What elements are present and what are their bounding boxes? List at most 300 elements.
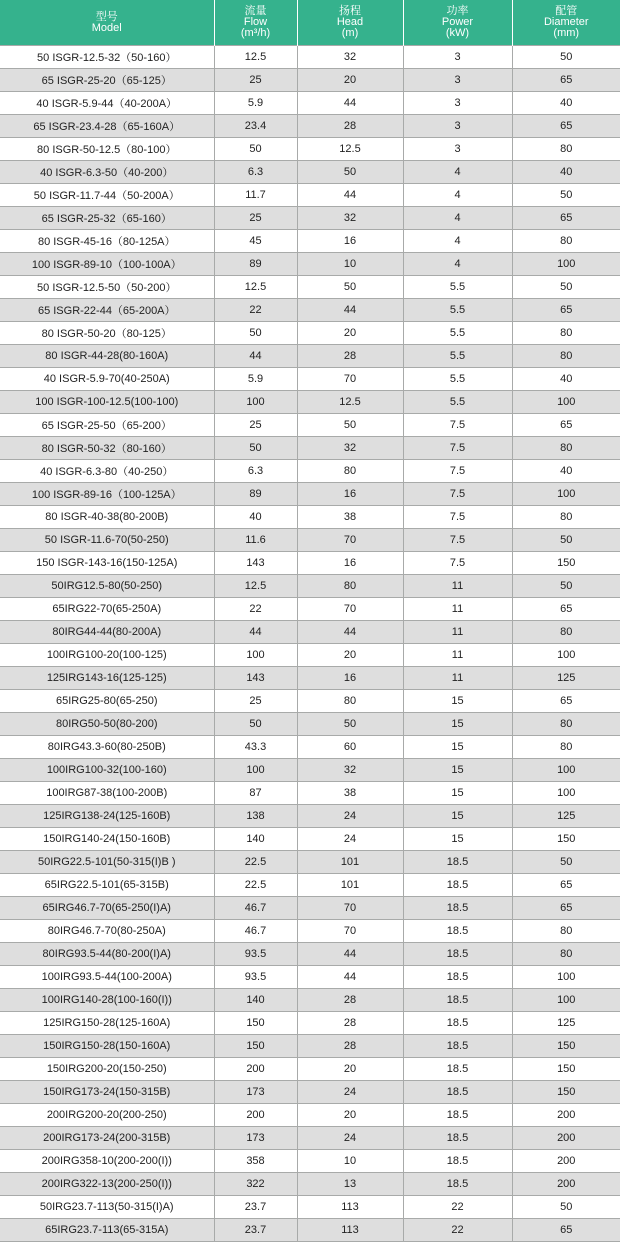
power-cell: 7.5 [403, 437, 512, 460]
model-cell: 100 ISGR-100-12.5(100-100) [0, 391, 214, 414]
model-cell: 65 ISGR-25-20（65-125） [0, 69, 214, 92]
head-cell: 20 [297, 322, 403, 345]
diameter-cell: 125 [512, 667, 620, 690]
diameter-cell: 150 [512, 1081, 620, 1104]
power-cell: 4 [403, 161, 512, 184]
flow-cell: 22 [214, 598, 297, 621]
flow-cell: 150 [214, 1012, 297, 1035]
header-diameter-unit: (mm) [553, 27, 580, 39]
model-cell: 150IRG140-24(150-160B) [0, 828, 214, 851]
flow-cell: 25 [214, 690, 297, 713]
power-cell: 7.5 [403, 414, 512, 437]
head-cell: 50 [297, 161, 403, 184]
power-cell: 7.5 [403, 483, 512, 506]
power-cell: 18.5 [403, 1127, 512, 1150]
diameter-cell: 200 [512, 1173, 620, 1196]
flow-cell: 25 [214, 414, 297, 437]
flow-cell: 50 [214, 138, 297, 161]
head-cell: 44 [297, 943, 403, 966]
flow-cell: 25 [214, 69, 297, 92]
table-row [0, 1104, 620, 1127]
head-cell: 28 [297, 1035, 403, 1058]
flow-cell: 12.5 [214, 276, 297, 299]
model-cell: 80 ISGR-50-12.5（80-100） [0, 138, 214, 161]
flow-cell: 23.7 [214, 1196, 297, 1219]
power-cell: 18.5 [403, 966, 512, 989]
power-cell: 18.5 [403, 1173, 512, 1196]
header-row [0, 0, 620, 46]
head-cell: 28 [297, 989, 403, 1012]
flow-cell: 12.5 [214, 46, 297, 69]
header-power-cn: 功率 [446, 5, 469, 17]
model-cell: 100IRG93.5-44(100-200A) [0, 966, 214, 989]
head-cell: 38 [297, 782, 403, 805]
diameter-cell: 100 [512, 966, 620, 989]
diameter-cell: 100 [512, 253, 620, 276]
flow-cell: 50 [214, 437, 297, 460]
power-cell: 5.5 [403, 391, 512, 414]
flow-cell: 22.5 [214, 851, 297, 874]
diameter-cell: 65 [512, 897, 620, 920]
power-cell: 18.5 [403, 989, 512, 1012]
table-body [0, 46, 620, 1242]
flow-cell: 50 [214, 322, 297, 345]
diameter-cell: 40 [512, 92, 620, 115]
head-cell: 20 [297, 644, 403, 667]
table-row [0, 1058, 620, 1081]
model-cell: 50IRG22.5-101(50-315(I)B ) [0, 851, 214, 874]
head-cell: 50 [297, 713, 403, 736]
diameter-cell: 65 [512, 414, 620, 437]
diameter-cell: 80 [512, 943, 620, 966]
model-cell: 80 ISGR-44-28(80-160A) [0, 345, 214, 368]
power-cell: 15 [403, 690, 512, 713]
head-cell: 24 [297, 1081, 403, 1104]
diameter-cell: 100 [512, 644, 620, 667]
table-row [0, 1150, 620, 1173]
flow-cell: 40 [214, 506, 297, 529]
model-cell: 65IRG46.7-70(65-250(I)A) [0, 897, 214, 920]
diameter-cell: 100 [512, 391, 620, 414]
header-head-cn: 扬程 [339, 5, 361, 17]
head-cell: 101 [297, 874, 403, 897]
power-cell: 3 [403, 69, 512, 92]
model-cell: 150 ISGR-143-16(150-125A) [0, 552, 214, 575]
header-power [403, 0, 512, 46]
model-cell: 50IRG12.5-80(50-250) [0, 575, 214, 598]
model-cell: 80 ISGR-45-16（80-125A） [0, 230, 214, 253]
flow-cell: 12.5 [214, 575, 297, 598]
table-header [0, 0, 620, 46]
diameter-cell: 80 [512, 437, 620, 460]
head-cell: 50 [297, 414, 403, 437]
power-cell: 11 [403, 598, 512, 621]
head-cell: 60 [297, 736, 403, 759]
flow-cell: 46.7 [214, 920, 297, 943]
table-row [0, 805, 620, 828]
head-cell: 44 [297, 299, 403, 322]
flow-cell: 22.5 [214, 874, 297, 897]
flow-cell: 93.5 [214, 966, 297, 989]
table-row [0, 69, 620, 92]
table-row [0, 299, 620, 322]
power-cell: 18.5 [403, 1035, 512, 1058]
model-cell: 100 ISGR-89-16（100-125A） [0, 483, 214, 506]
diameter-cell: 65 [512, 299, 620, 322]
table-row [0, 667, 620, 690]
table-row [0, 1081, 620, 1104]
power-cell: 18.5 [403, 897, 512, 920]
diameter-cell: 80 [512, 322, 620, 345]
table-row [0, 506, 620, 529]
model-cell: 200IRG322-13(200-250(I)) [0, 1173, 214, 1196]
flow-cell: 23.7 [214, 1219, 297, 1242]
table-row [0, 483, 620, 506]
power-cell: 7.5 [403, 529, 512, 552]
model-cell: 50 ISGR-11.6-70(50-250) [0, 529, 214, 552]
flow-cell: 46.7 [214, 897, 297, 920]
head-cell: 80 [297, 690, 403, 713]
flow-cell: 87 [214, 782, 297, 805]
table-row [0, 414, 620, 437]
flow-cell: 11.7 [214, 184, 297, 207]
flow-cell: 11.6 [214, 529, 297, 552]
table-row [0, 782, 620, 805]
head-cell: 70 [297, 529, 403, 552]
table-row [0, 644, 620, 667]
table-row [0, 575, 620, 598]
diameter-cell: 50 [512, 46, 620, 69]
power-cell: 5.5 [403, 276, 512, 299]
head-cell: 44 [297, 92, 403, 115]
flow-cell: 100 [214, 391, 297, 414]
diameter-cell: 65 [512, 69, 620, 92]
head-cell: 24 [297, 805, 403, 828]
table-row [0, 184, 620, 207]
diameter-cell: 80 [512, 345, 620, 368]
table-row [0, 1012, 620, 1035]
header-flow-en: Flow [243, 16, 268, 28]
table-row [0, 1035, 620, 1058]
model-cell: 80 ISGR-50-20（80-125） [0, 322, 214, 345]
header-head-unit: (m) [341, 27, 359, 39]
table-row [0, 1196, 620, 1219]
diameter-cell: 50 [512, 529, 620, 552]
flow-cell: 200 [214, 1058, 297, 1081]
table-row [0, 345, 620, 368]
model-cell: 65 ISGR-23.4-28（65-160A） [0, 115, 214, 138]
flow-cell: 100 [214, 759, 297, 782]
model-cell: 150IRG150-28(150-160A) [0, 1035, 214, 1058]
power-cell: 18.5 [403, 1012, 512, 1035]
header-flow-cn: 流量 [244, 5, 267, 17]
flow-cell: 22 [214, 299, 297, 322]
model-cell: 40 ISGR-5.9-44（40-200A） [0, 92, 214, 115]
table-row [0, 161, 620, 184]
diameter-cell: 65 [512, 115, 620, 138]
table-row [0, 253, 620, 276]
flow-cell: 140 [214, 989, 297, 1012]
diameter-cell: 50 [512, 575, 620, 598]
power-cell: 4 [403, 230, 512, 253]
power-cell: 18.5 [403, 1150, 512, 1173]
power-cell: 15 [403, 782, 512, 805]
flow-cell: 5.9 [214, 92, 297, 115]
power-cell: 11 [403, 621, 512, 644]
table-row [0, 874, 620, 897]
flow-cell: 50 [214, 713, 297, 736]
diameter-cell: 100 [512, 759, 620, 782]
head-cell: 44 [297, 184, 403, 207]
diameter-cell: 65 [512, 874, 620, 897]
model-cell: 150IRG173-24(150-315B) [0, 1081, 214, 1104]
table-row [0, 598, 620, 621]
head-cell: 12.5 [297, 391, 403, 414]
diameter-cell: 65 [512, 1219, 620, 1242]
table-row [0, 759, 620, 782]
model-cell: 100 ISGR-89-10（100-100A） [0, 253, 214, 276]
header-model-cn: 型号 [95, 10, 118, 23]
diameter-cell: 80 [512, 621, 620, 644]
power-cell: 3 [403, 92, 512, 115]
model-cell: 65IRG22-70(65-250A) [0, 598, 214, 621]
model-cell: 40 ISGR-5.9-70(40-250A) [0, 368, 214, 391]
flow-cell: 173 [214, 1081, 297, 1104]
table-row [0, 437, 620, 460]
flow-cell: 6.3 [214, 460, 297, 483]
diameter-cell: 150 [512, 828, 620, 851]
head-cell: 16 [297, 230, 403, 253]
flow-cell: 23.4 [214, 115, 297, 138]
head-cell: 38 [297, 506, 403, 529]
model-cell: 80IRG50-50(80-200) [0, 713, 214, 736]
table-row [0, 138, 620, 161]
header-model-en: Model [91, 21, 122, 34]
flow-cell: 138 [214, 805, 297, 828]
head-cell: 24 [297, 1127, 403, 1150]
head-cell: 32 [297, 207, 403, 230]
header-diameter [512, 0, 620, 46]
head-cell: 10 [297, 253, 403, 276]
power-cell: 11 [403, 575, 512, 598]
power-cell: 18.5 [403, 1058, 512, 1081]
model-cell: 80IRG93.5-44(80-200(I)A) [0, 943, 214, 966]
model-cell: 50IRG23.7-113(50-315(I)A) [0, 1196, 214, 1219]
model-cell: 80IRG43.3-60(80-250B) [0, 736, 214, 759]
diameter-cell: 40 [512, 368, 620, 391]
flow-cell: 100 [214, 644, 297, 667]
head-cell: 28 [297, 115, 403, 138]
power-cell: 3 [403, 138, 512, 161]
head-cell: 70 [297, 897, 403, 920]
diameter-cell: 100 [512, 989, 620, 1012]
head-cell: 28 [297, 345, 403, 368]
flow-cell: 322 [214, 1173, 297, 1196]
diameter-cell: 65 [512, 207, 620, 230]
table-row [0, 736, 620, 759]
power-cell: 5.5 [403, 368, 512, 391]
head-cell: 32 [297, 759, 403, 782]
table-row [0, 897, 620, 920]
head-cell: 101 [297, 851, 403, 874]
diameter-cell: 150 [512, 1058, 620, 1081]
diameter-cell: 50 [512, 1196, 620, 1219]
head-cell: 70 [297, 368, 403, 391]
diameter-cell: 100 [512, 782, 620, 805]
model-cell: 100IRG140-28(100-160(I)) [0, 989, 214, 1012]
header-flow [214, 0, 297, 46]
head-cell: 50 [297, 276, 403, 299]
flow-cell: 358 [214, 1150, 297, 1173]
model-cell: 65 ISGR-25-50（65-200） [0, 414, 214, 437]
table-row [0, 1219, 620, 1242]
head-cell: 70 [297, 920, 403, 943]
diameter-cell: 50 [512, 184, 620, 207]
table-row [0, 115, 620, 138]
power-cell: 18.5 [403, 1104, 512, 1127]
table-row [0, 46, 620, 69]
model-cell: 80 ISGR-40-38(80-200B) [0, 506, 214, 529]
model-cell: 100IRG100-32(100-160) [0, 759, 214, 782]
head-cell: 20 [297, 1058, 403, 1081]
head-cell: 16 [297, 552, 403, 575]
power-cell: 18.5 [403, 1081, 512, 1104]
flow-cell: 6.3 [214, 161, 297, 184]
power-cell: 7.5 [403, 460, 512, 483]
table-row [0, 460, 620, 483]
head-cell: 113 [297, 1219, 403, 1242]
header-power-en: Power [441, 16, 474, 28]
diameter-cell: 40 [512, 460, 620, 483]
diameter-cell: 65 [512, 690, 620, 713]
diameter-cell: 40 [512, 161, 620, 184]
diameter-cell: 80 [512, 230, 620, 253]
power-cell: 18.5 [403, 874, 512, 897]
model-cell: 50 ISGR-12.5-50（50-200） [0, 276, 214, 299]
model-cell: 125IRG138-24(125-160B) [0, 805, 214, 828]
head-cell: 32 [297, 46, 403, 69]
model-cell: 200IRG358-10(200-200(I)) [0, 1150, 214, 1173]
header-model [0, 0, 214, 46]
diameter-cell: 125 [512, 805, 620, 828]
head-cell: 16 [297, 483, 403, 506]
model-cell: 80 ISGR-50-32（80-160） [0, 437, 214, 460]
table-row [0, 989, 620, 1012]
model-cell: 50 ISGR-12.5-32（50-160） [0, 46, 214, 69]
flow-cell: 5.9 [214, 368, 297, 391]
head-cell: 12.5 [297, 138, 403, 161]
power-cell: 5.5 [403, 322, 512, 345]
head-cell: 32 [297, 437, 403, 460]
head-cell: 80 [297, 460, 403, 483]
model-cell: 100IRG100-20(100-125) [0, 644, 214, 667]
model-cell: 40 ISGR-6.3-50（40-200） [0, 161, 214, 184]
table-row [0, 920, 620, 943]
header-flow-unit: (m³/h) [240, 27, 271, 39]
table-row [0, 828, 620, 851]
power-cell: 5.5 [403, 299, 512, 322]
head-cell: 70 [297, 598, 403, 621]
model-cell: 65IRG22.5-101(65-315B) [0, 874, 214, 897]
flow-cell: 44 [214, 621, 297, 644]
model-cell: 65IRG25-80(65-250) [0, 690, 214, 713]
model-cell: 125IRG150-28(125-160A) [0, 1012, 214, 1035]
flow-cell: 43.3 [214, 736, 297, 759]
power-cell: 15 [403, 828, 512, 851]
flow-cell: 150 [214, 1035, 297, 1058]
head-cell: 44 [297, 621, 403, 644]
table-row [0, 966, 620, 989]
power-cell: 7.5 [403, 506, 512, 529]
power-cell: 15 [403, 713, 512, 736]
table-row [0, 276, 620, 299]
header-head-en: Head [336, 16, 364, 28]
table-row [0, 690, 620, 713]
head-cell: 20 [297, 1104, 403, 1127]
table-row [0, 529, 620, 552]
diameter-cell: 80 [512, 920, 620, 943]
head-cell: 20 [297, 69, 403, 92]
flow-cell: 89 [214, 483, 297, 506]
diameter-cell: 150 [512, 1035, 620, 1058]
flow-cell: 143 [214, 667, 297, 690]
table-row [0, 1173, 620, 1196]
model-cell: 200IRG200-20(200-250) [0, 1104, 214, 1127]
flow-cell: 45 [214, 230, 297, 253]
table-row [0, 621, 620, 644]
head-cell: 13 [297, 1173, 403, 1196]
table-row [0, 391, 620, 414]
power-cell: 11 [403, 667, 512, 690]
flow-cell: 200 [214, 1104, 297, 1127]
flow-cell: 93.5 [214, 943, 297, 966]
diameter-cell: 50 [512, 851, 620, 874]
power-cell: 15 [403, 736, 512, 759]
head-cell: 28 [297, 1012, 403, 1035]
diameter-cell: 200 [512, 1127, 620, 1150]
power-cell: 3 [403, 46, 512, 69]
model-cell: 40 ISGR-6.3-80（40-250） [0, 460, 214, 483]
power-cell: 4 [403, 253, 512, 276]
flow-cell: 89 [214, 253, 297, 276]
diameter-cell: 50 [512, 276, 620, 299]
power-cell: 15 [403, 759, 512, 782]
diameter-cell: 200 [512, 1150, 620, 1173]
table-row [0, 552, 620, 575]
head-cell: 80 [297, 575, 403, 598]
table-row [0, 230, 620, 253]
power-cell: 7.5 [403, 552, 512, 575]
diameter-cell: 80 [512, 736, 620, 759]
table-row [0, 92, 620, 115]
diameter-cell: 100 [512, 483, 620, 506]
power-cell: 4 [403, 207, 512, 230]
head-cell: 44 [297, 966, 403, 989]
table-row [0, 368, 620, 391]
diameter-cell: 80 [512, 506, 620, 529]
header-head [297, 0, 403, 46]
flow-cell: 25 [214, 207, 297, 230]
header-diameter-en: Diameter [543, 16, 589, 28]
power-cell: 18.5 [403, 943, 512, 966]
head-cell: 16 [297, 667, 403, 690]
model-cell: 200IRG173-24(200-315B) [0, 1127, 214, 1150]
power-cell: 22 [403, 1196, 512, 1219]
power-cell: 3 [403, 115, 512, 138]
model-cell: 80IRG46.7-70(80-250A) [0, 920, 214, 943]
power-cell: 18.5 [403, 851, 512, 874]
model-cell: 125IRG143-16(125-125) [0, 667, 214, 690]
